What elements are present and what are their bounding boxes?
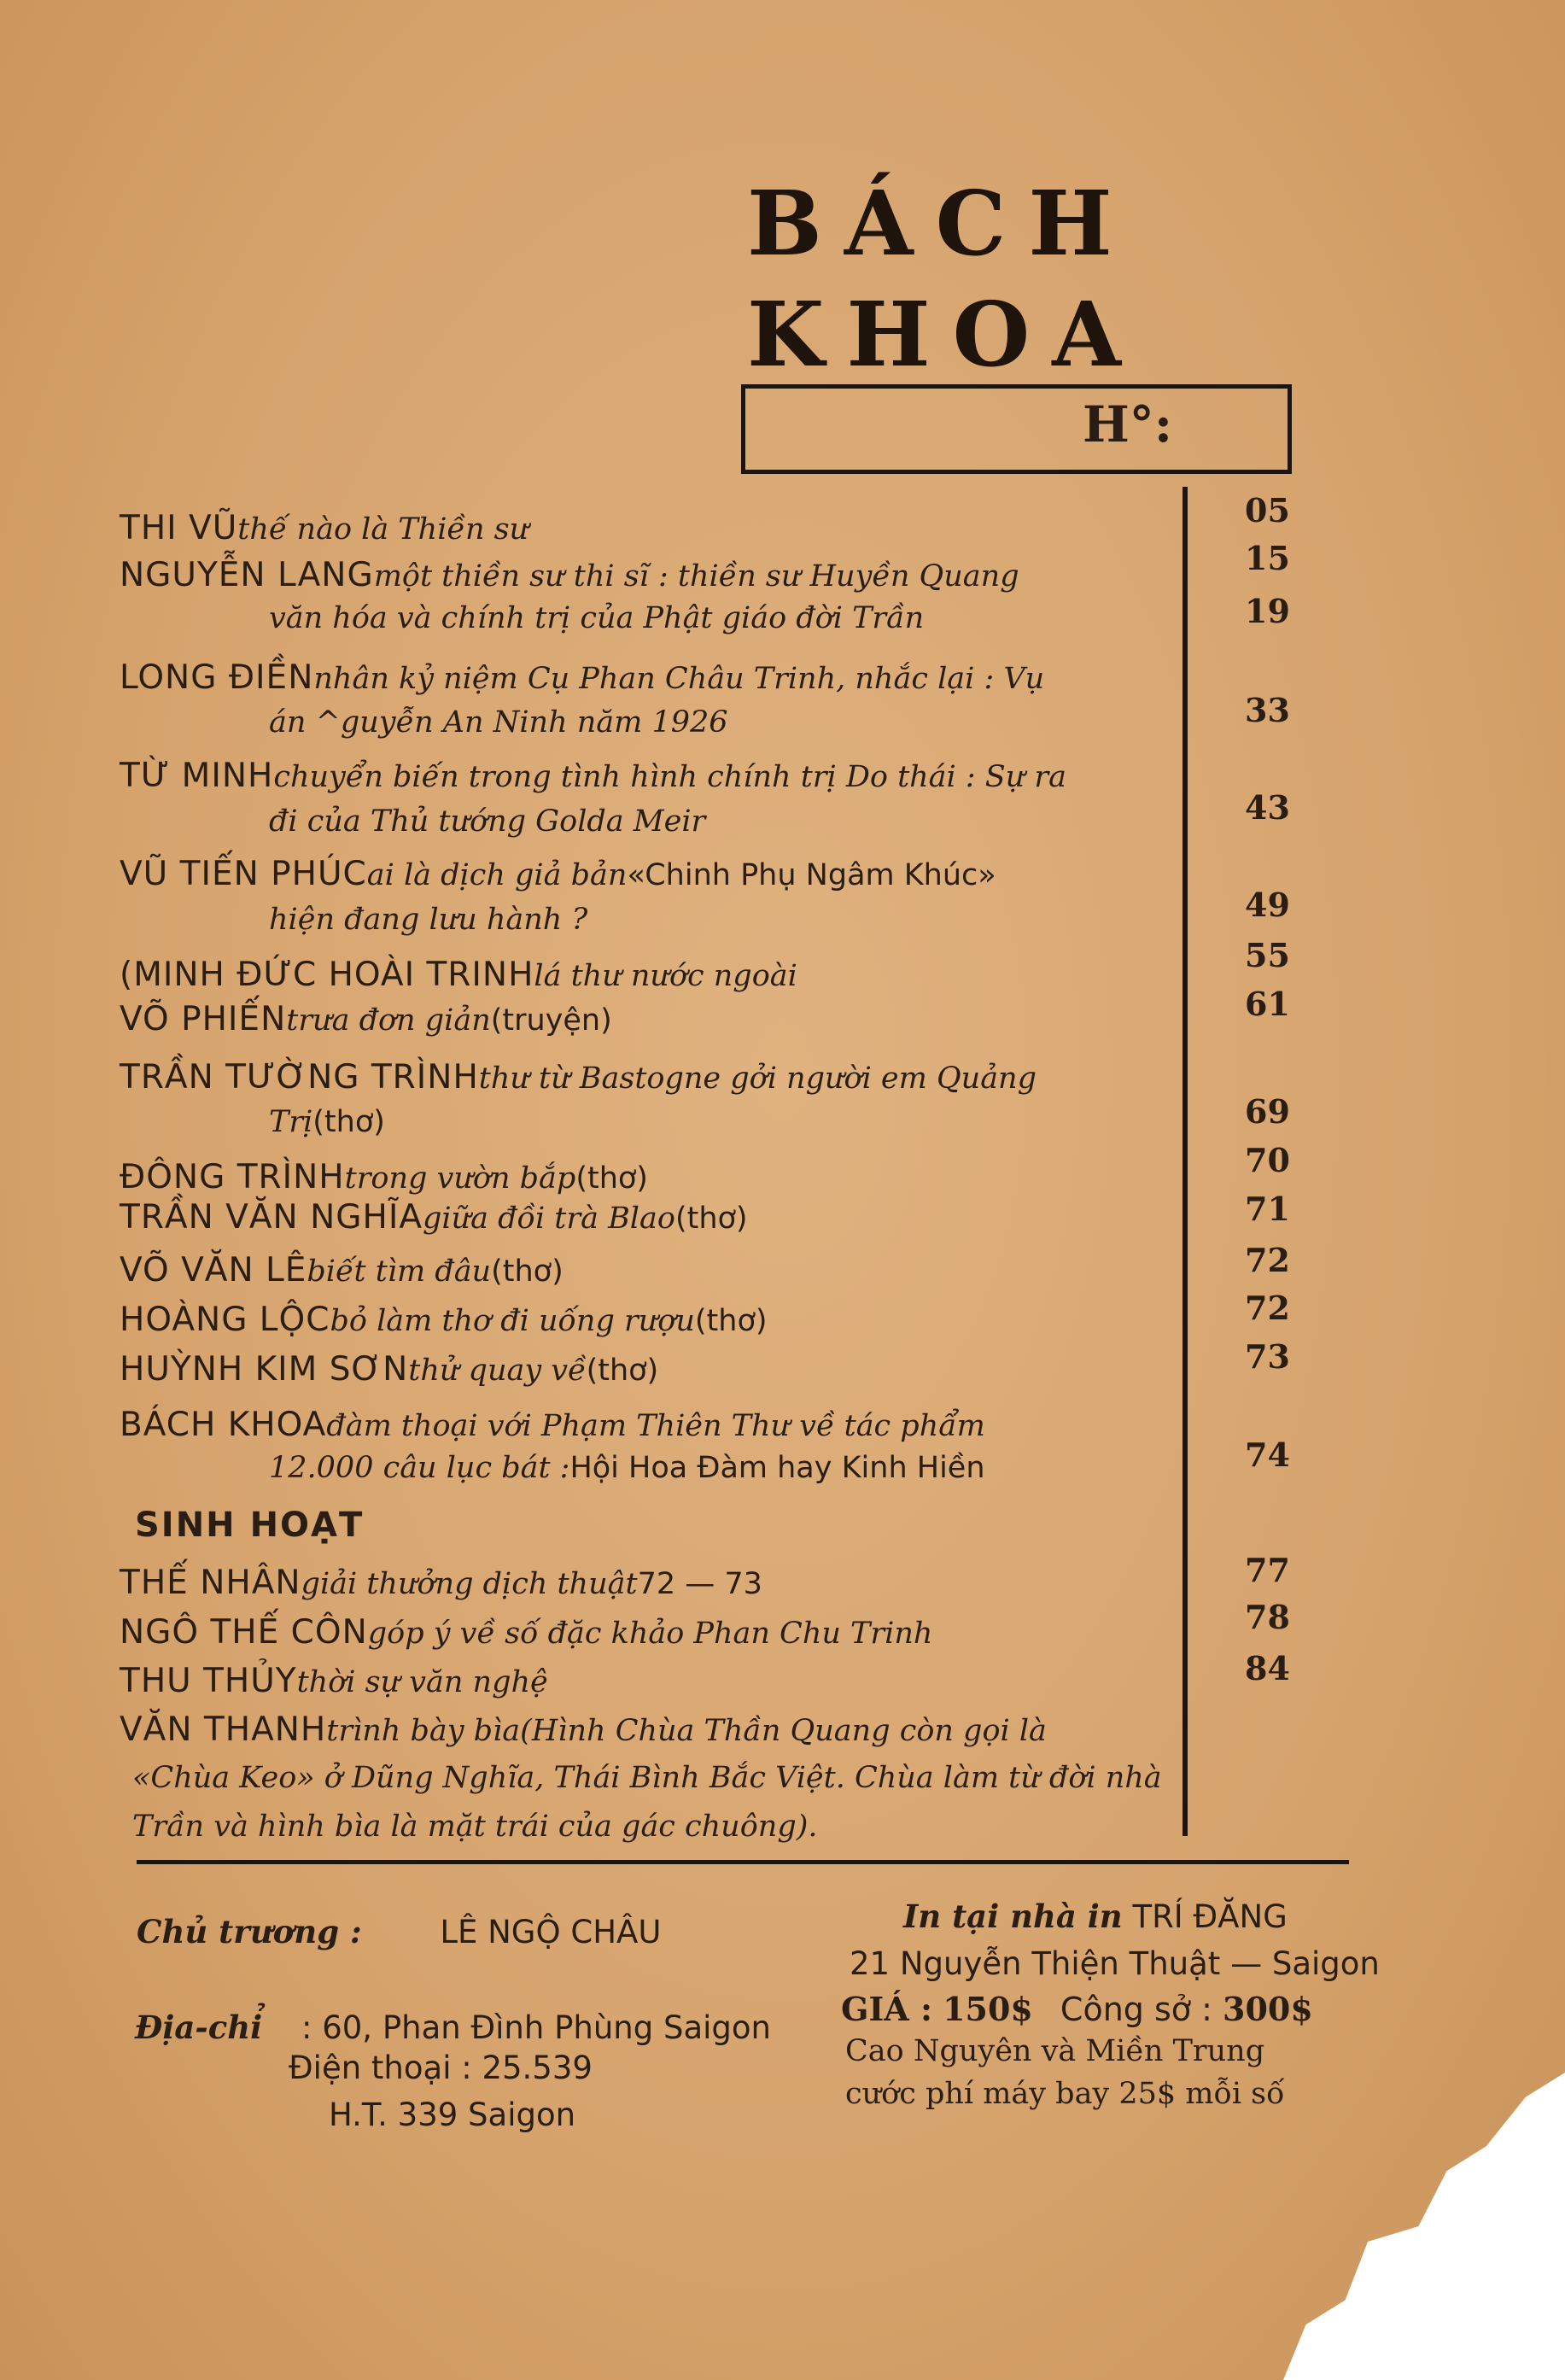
- phone-line: Điện thoại : 25.539: [289, 2050, 593, 2086]
- toc-note: (thơ): [694, 1304, 768, 1338]
- toc-note: 72 — 73: [637, 1567, 762, 1601]
- toc-topic: đàm thoại với Phạm Thiên Thư về tác phẩm: [326, 1409, 985, 1443]
- toc-topic-continued: Trị: [269, 1105, 313, 1139]
- toc-topic: một thiền sư thi sĩ : thiền sư Huyền Quang: [373, 559, 1019, 594]
- toc-line: [120, 1300, 768, 1342]
- toc-line: [120, 955, 797, 997]
- page-number: 70: [1245, 1141, 1290, 1179]
- toc-line: [120, 1057, 1037, 1099]
- toc-note: (thơ): [491, 1254, 564, 1289]
- page-number: 71: [1245, 1190, 1290, 1228]
- toc-topic-continued: đi của Thủ tướng Golda Meir: [269, 804, 706, 839]
- page-number: 05: [1245, 491, 1290, 529]
- toc-line: [120, 555, 1019, 597]
- toc-topic: thế nào là Thiền sư: [237, 512, 529, 547]
- address-label: Địa-chỉ: [135, 2009, 263, 2046]
- printer-name: TRÍ ĐĂNG: [1132, 1898, 1288, 1935]
- toc-note-continued: (thơ): [312, 1105, 385, 1139]
- page-number: 84: [1245, 1649, 1290, 1687]
- toc-author: VĂN THANH: [120, 1710, 327, 1749]
- page-number: 72: [1245, 1289, 1290, 1327]
- toc-author: NGÔ THẾ CÔN: [120, 1613, 368, 1652]
- toc-topic: nhân kỷ niệm Cụ Phan Châu Trinh, nhắc lại : Vụ: [313, 662, 1045, 696]
- toc-author: TỪ MINH: [120, 757, 274, 795]
- page-number: 78: [1245, 1598, 1290, 1636]
- toc-topic: lá thư nước ngoài: [534, 959, 797, 993]
- toc-topic-continued: 12.000 câu lục bát :: [269, 1451, 570, 1485]
- toc-author: VŨ TIẾN PHÚC: [120, 855, 367, 893]
- printer-label: In tại nhà in: [903, 1898, 1123, 1935]
- office-label: Công sở :: [1060, 1991, 1212, 2028]
- toc-note: (thơ): [575, 1161, 648, 1196]
- page-number: 55: [1245, 936, 1290, 974]
- toc-topic: thử quay về: [408, 1354, 587, 1388]
- toc-topic: trình bày bìa: [326, 1714, 521, 1748]
- toc-line: [269, 801, 705, 842]
- toc-topic: giữa đồi trà Blao: [423, 1202, 675, 1236]
- toc-line: [269, 702, 728, 743]
- price-line: [841, 1990, 1313, 2028]
- toc-author: HUỲNH KIM SƠN: [120, 1350, 409, 1389]
- printer-address: 21 Nguyễn Thiện Thuật — Saigon: [850, 1945, 1380, 1982]
- toc-topic: thư từ Bastogne gởi người em Quảng: [478, 1061, 1037, 1096]
- page-number: 74: [1245, 1436, 1290, 1474]
- cover-note-line: (Hình Chùa Thần Quang còn gọi là: [520, 1714, 1047, 1748]
- toc-author: TRẦN VĂN NGHĨA: [120, 1198, 423, 1237]
- page-number: 69: [1245, 1092, 1290, 1131]
- toc-author: ĐÔNG TRÌNH: [120, 1158, 345, 1196]
- toc-note: (thơ): [586, 1354, 659, 1388]
- toc-line: [120, 1349, 658, 1391]
- toc-topic: chuyển biến trong tình hình chính trị Do thái : Sự ra: [273, 760, 1067, 794]
- footer-divider: [137, 1860, 1349, 1864]
- toc-line: [120, 1661, 548, 1703]
- address-value: : 60, Phan Đình Phùng Saigon: [301, 2009, 771, 2046]
- toc-line: [269, 899, 587, 940]
- toc-author: TRẦN TƯỜNG TRÌNH: [120, 1058, 479, 1096]
- toc-line: [120, 854, 996, 896]
- toc-line: [120, 658, 1044, 699]
- toc-note: (truyện): [490, 1003, 612, 1038]
- toc-line: [120, 999, 612, 1041]
- page-number: 72: [1245, 1241, 1290, 1279]
- toc-author: (MINH ĐỨC HOÀI TRINH: [120, 956, 534, 994]
- toc-line: [120, 1710, 1047, 1751]
- page-number: 73: [1245, 1337, 1290, 1376]
- toc-line: [120, 1612, 932, 1654]
- toc-topic: biết tìm đâu: [307, 1254, 492, 1289]
- publisher-line: [137, 1913, 661, 1950]
- airmail-note: cước phí máy bay 25$ mỗi số: [845, 2077, 1285, 2111]
- toc-author: BÁCH KHOA: [120, 1406, 327, 1444]
- page-number: 61: [1245, 985, 1290, 1023]
- toc-line: [120, 756, 1066, 798]
- page-number: 19: [1245, 592, 1290, 630]
- page-number: 49: [1245, 886, 1290, 924]
- toc-topic-continued: hiện đang lưu hành ?: [269, 903, 588, 937]
- toc-line: [269, 598, 924, 639]
- publisher-label: Chủ trương :: [137, 1913, 362, 1950]
- cover-note-text: Trần và hình bìa là mặt trái của gác chuông).: [132, 1810, 818, 1844]
- cover-note-line: [132, 1757, 1162, 1798]
- toc-line: [120, 1405, 985, 1447]
- toc-topic: giải thưởng dịch thuật: [301, 1567, 638, 1601]
- toc-author: THI VŨ: [120, 509, 238, 547]
- toc-author: VÕ PHIẾN: [120, 1000, 287, 1038]
- issue-number-label: H°:: [1083, 395, 1173, 453]
- torn-corner: [1283, 2073, 1565, 2380]
- printer-line: [903, 1898, 1288, 1935]
- toc-topic: ai là dịch giả bản: [366, 858, 628, 892]
- toc-line: [120, 508, 528, 550]
- toc-topic: trong vườn bắp: [344, 1161, 576, 1196]
- toc-topic-continued: án ^guyễn An Ninh năm 1926: [269, 705, 728, 740]
- masthead-title-line-2: KHOA: [747, 282, 1143, 387]
- publisher-name: LÊ NGỘ CHÂU: [440, 1914, 662, 1950]
- toc-note: «Chinh Phụ Ngâm Khúc»: [627, 858, 996, 892]
- toc-line: [120, 1563, 762, 1605]
- toc-author: NGUYỄN LANG: [120, 556, 374, 594]
- address-line: [135, 2009, 771, 2046]
- toc-line: [120, 1157, 648, 1199]
- cover-note-text: «Chùa Keo» ở Dũng Nghĩa, Thái Bình Bắc Việt. Chùa làm từ đời nhà: [132, 1761, 1162, 1795]
- toc-line: [120, 1250, 564, 1292]
- toc-topic-continued: văn hóa và chính trị của Phật giáo đời Trần: [269, 601, 925, 635]
- masthead-title-line-1: BÁCH: [747, 171, 1135, 276]
- toc-topic: bỏ làm thơ đi uống rượu: [330, 1304, 695, 1338]
- office-price: 300$: [1223, 1990, 1313, 2028]
- toc-note: (thơ): [674, 1202, 748, 1236]
- page-number: 77: [1245, 1551, 1290, 1589]
- toc-author: HOÀNG LỘC: [120, 1301, 330, 1339]
- toc-line: [269, 1102, 385, 1143]
- po-box-line: H.T. 339 Saigon: [329, 2096, 576, 2133]
- section-heading: SINH HOẠT: [135, 1506, 365, 1545]
- price-label: GIÁ :: [841, 1990, 932, 2028]
- toc-line: [120, 1197, 748, 1239]
- price-value: 150$: [943, 1990, 1033, 2028]
- toc-author: THU THỦY: [120, 1662, 297, 1700]
- toc-line: [269, 1447, 985, 1488]
- page-number: 15: [1245, 539, 1290, 577]
- cover-note-line: [132, 1806, 818, 1847]
- toc-author: THẾ NHÂN: [120, 1564, 301, 1602]
- toc-author: VÕ VĂN LÊ: [120, 1251, 307, 1289]
- region-note: Cao Nguyên và Miền Trung: [845, 2034, 1265, 2068]
- toc-author: LONG ĐIỀN: [120, 658, 314, 697]
- toc-topic: trưa đơn giản: [286, 1003, 491, 1038]
- toc-topic: thời sự văn nghệ: [296, 1665, 548, 1699]
- page-number: 43: [1245, 788, 1290, 827]
- toc-topic: góp ý về số đặc khảo Phan Chu Trinh: [367, 1617, 933, 1651]
- page-number: 33: [1245, 691, 1290, 729]
- toc-note-continued: Hội Hoa Đàm hay Kinh Hiền: [569, 1451, 985, 1485]
